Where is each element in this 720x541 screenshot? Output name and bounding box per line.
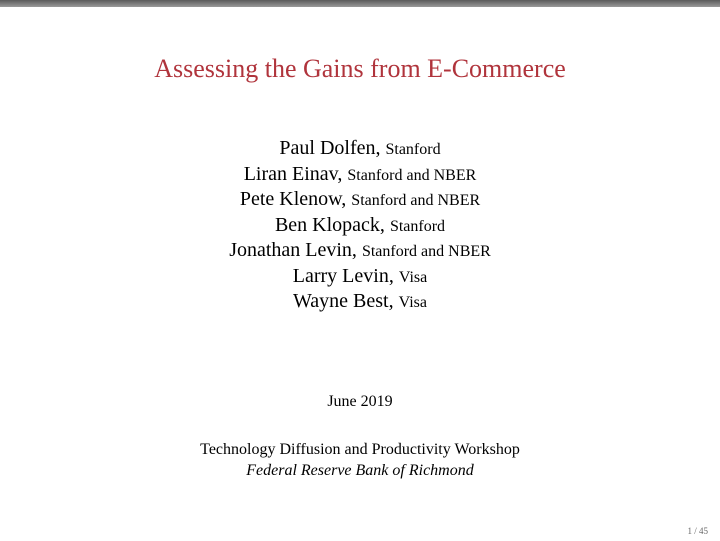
author-row	[0, 238, 720, 264]
author-row	[0, 289, 720, 315]
author-name: Wayne Best,	[293, 290, 394, 312]
author-row	[0, 213, 720, 239]
author-affiliation: Visa	[398, 294, 427, 311]
author-row	[0, 162, 720, 188]
event-name: Technology Diffusion and Productivity Workshop	[200, 441, 520, 458]
author-affiliation: Stanford	[389, 217, 446, 235]
author-affiliation: Visa	[398, 268, 428, 286]
author-list	[0, 136, 720, 315]
author-affiliation: Stanford and NBER	[351, 192, 481, 209]
author-name: Pete Klenow,	[239, 188, 347, 210]
slide-title: Assessing the Gains from E-Commerce	[154, 54, 566, 83]
author-name: Paul Dolfen,	[279, 137, 381, 159]
author-affiliation: Stanford and NBER	[361, 243, 491, 260]
author-row	[0, 136, 720, 162]
author-name: Larry Levin,	[292, 264, 394, 287]
author-name: Jonathan Levin,	[229, 239, 357, 261]
author-name: Ben Klopack,	[274, 213, 385, 236]
author-row	[0, 187, 720, 213]
top-rule	[0, 0, 720, 7]
author-affiliation: Stanford and NBER	[347, 166, 477, 184]
author-row	[0, 264, 720, 290]
event-block	[0, 439, 720, 481]
author-name: Liran Einav,	[243, 162, 343, 185]
author-affiliation: Stanford	[385, 141, 441, 158]
presentation-date: June 2019	[327, 393, 393, 410]
event-venue: Federal Reserve Bank of Richmond	[246, 462, 474, 479]
page-number: 1 / 45	[687, 526, 708, 536]
